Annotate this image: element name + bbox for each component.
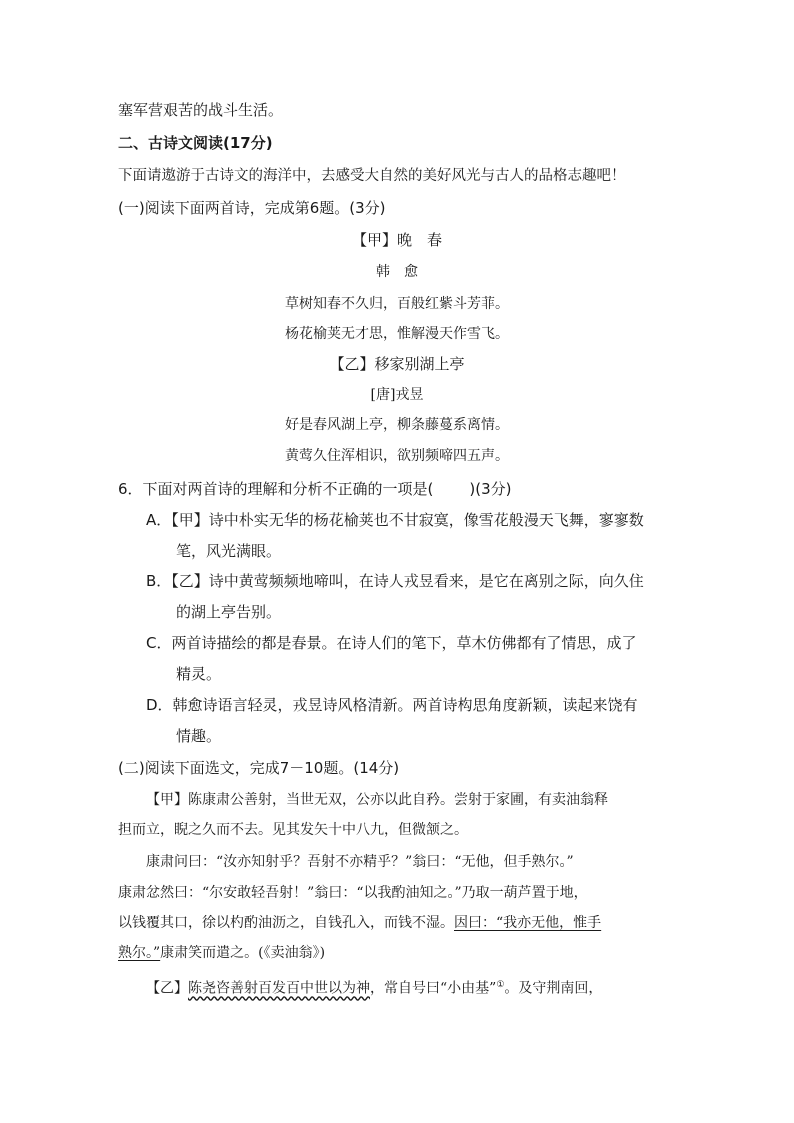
option-b-cont: 的湖上亭告别。 bbox=[176, 603, 282, 621]
intro-text: 下面请遨游于古诗文的海洋中，去感受大自然的美好风光与古人的品格志趣吧！ bbox=[118, 168, 626, 184]
option-d-cont: 情趣。 bbox=[176, 727, 222, 745]
underlined-sentence: 因曰：“我亦无他，惟手 bbox=[454, 915, 602, 931]
section-heading: 二、古诗文阅读(17分) bbox=[118, 134, 273, 152]
option-c: C．两首诗描绘的都是春景。在诗人们的笔下，草木仿佛都有了情思，成了 bbox=[146, 634, 637, 652]
poem-title-jia: 【甲】晚 春 bbox=[351, 231, 442, 249]
passage-text: 。及守荆南回， bbox=[504, 980, 603, 997]
option-c-cont: 精灵。 bbox=[176, 665, 222, 683]
passage-text: 康肃笑而遣之。(《卖油翁》) bbox=[160, 945, 326, 961]
poem-author-yi: [唐]戎昱 bbox=[370, 387, 424, 403]
option-a-cont: 笔，风光满眼。 bbox=[176, 542, 282, 560]
question-score: )(3分) bbox=[469, 480, 512, 498]
passage-line bbox=[118, 943, 325, 963]
passage-line: 康肃问曰：“汝亦知射乎？吾射不亦精乎？”翁曰：“无他，但手熟尔。” bbox=[146, 854, 574, 870]
poem-author-jia: 韩 愈 bbox=[376, 264, 418, 280]
text-line: 塞军营艰苦的战斗生活。 bbox=[118, 101, 284, 119]
poem-line: 草树知春不久归，百般红紫斗芳菲。 bbox=[285, 296, 509, 312]
subsection-heading: (一)阅读下面两首诗，完成第6题。(3分) bbox=[118, 199, 386, 217]
passage-line: 担而立，睨之久而不去。见其发矢十中八九，但微颔之。 bbox=[118, 822, 468, 838]
underlined-sentence: 熟尔。” bbox=[118, 945, 161, 961]
option-a: A．【甲】诗中朴实无华的杨花榆荚也不甘寂寞，像雪花般漫天飞舞，寥寥数 bbox=[146, 511, 644, 529]
passage-line bbox=[146, 975, 602, 999]
poem-title-yi: 【乙】移家别湖上亭 bbox=[329, 355, 465, 373]
poem-line: 好是春风湖上亭，柳条藤蔓系离情。 bbox=[285, 417, 509, 433]
poem-line: 杨花榆荚无才思，惟解漫天作雪飞。 bbox=[285, 326, 509, 342]
option-d: D．韩愈诗语言轻灵，戎昱诗风格清新。两首诗构思角度新颖，读起来饶有 bbox=[146, 696, 638, 714]
option-b: B．【乙】诗中黄莺频频地啼叫，在诗人戎昱看来，是它在离别之际，向久住 bbox=[146, 572, 644, 590]
passage-line: 康肃忿然曰：“尔安敢轻吾射！”翁曰：“以我酌油知之。”乃取一葫芦置于地， bbox=[118, 885, 588, 901]
question-stem-text: 6．下面对两首诗的理解和分析不正确的一项是( bbox=[118, 480, 434, 498]
subsection-heading: (二)阅读下面选文，完成7－10题。(14分) bbox=[118, 759, 400, 777]
passage-line bbox=[118, 913, 601, 933]
footnote-marker: ① bbox=[496, 980, 505, 990]
passage-text: ，常自号曰“小由基” bbox=[370, 980, 497, 997]
poem-line: 黄莺久住浑相识，欲别频啼四五声。 bbox=[285, 448, 509, 464]
question-6-stem bbox=[118, 479, 512, 499]
passage-label: 【乙】 bbox=[146, 980, 188, 997]
wavy-underlined-sentence: 陈尧咨善射百发百中世以为神 bbox=[188, 980, 370, 997]
passage-line: 【甲】陈康肃公善射，当世无双，公亦以此自矜。尝射于家圃，有卖油翁释 bbox=[146, 792, 608, 808]
passage-text: 以钱覆其口，徐以杓酌油沥之，自钱孔入，而钱不湿。 bbox=[118, 915, 454, 931]
